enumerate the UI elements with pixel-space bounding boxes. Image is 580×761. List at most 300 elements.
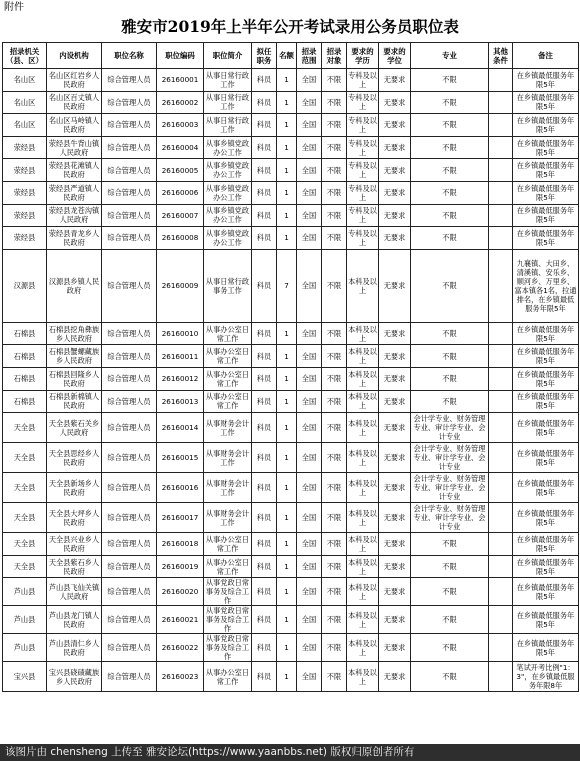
cell-department: 荥经县牛背山镇人民政府 [47, 136, 102, 159]
cell-quota: 1 [277, 443, 297, 473]
cell-major: 不限 [411, 634, 489, 662]
cell-target: 不限 [322, 578, 347, 606]
cell-department: 天全县紫石乡人民政府 [47, 555, 102, 578]
cell-scope: 全国 [297, 443, 322, 473]
cell-target: 不限 [322, 606, 347, 634]
cell-other [489, 227, 513, 250]
cell-position: 综合管理人员 [102, 533, 157, 556]
cell-degree: 无要求 [379, 555, 411, 578]
table-row [3, 503, 579, 533]
cell-remark: 在乡镇最低服务年限5年 [513, 322, 579, 345]
cell-department: 芦山县龙门镇人民政府 [47, 606, 102, 634]
cell-other [489, 503, 513, 533]
cell-remark: 在乡镇最低服务年限5年 [513, 606, 579, 634]
cell-education: 本科及以上 [347, 390, 379, 413]
column-header: 招录机关（县、区） [3, 43, 47, 69]
cell-code: 26160004 [157, 136, 204, 159]
cell-description: 从事乡镇党政办公工作 [204, 227, 252, 250]
cell-other [489, 443, 513, 473]
cell-agency: 石棉县 [3, 345, 47, 368]
cell-scope: 全国 [297, 413, 322, 443]
column-header: 备注 [513, 43, 579, 69]
cell-scope: 全国 [297, 249, 322, 322]
cell-quota: 1 [277, 91, 297, 114]
cell-major: 会计学专业、财务管理专业、审计学专业、会计专业 [411, 443, 489, 473]
cell-department: 石棉县蟹螺藏族乡人民政府 [47, 345, 102, 368]
cell-code: 26160014 [157, 413, 204, 443]
cell-description: 从事乡镇党政办公工作 [204, 159, 252, 182]
cell-degree: 无要求 [379, 367, 411, 390]
cell-major: 不限 [411, 533, 489, 556]
cell-agency: 芦山县 [3, 578, 47, 606]
cell-target: 不限 [322, 227, 347, 250]
cell-description: 从事乡镇党政办公工作 [204, 181, 252, 204]
cell-position: 综合管理人员 [102, 136, 157, 159]
cell-education: 本科及以上 [347, 606, 379, 634]
cell-education: 专科及以上 [347, 159, 379, 182]
cell-code: 26160019 [157, 555, 204, 578]
cell-code: 26160015 [157, 443, 204, 473]
cell-degree: 无要求 [379, 136, 411, 159]
cell-degree: 无要求 [379, 322, 411, 345]
cell-other [489, 322, 513, 345]
cell-description: 从事办公室日常工作 [204, 390, 252, 413]
cell-rank: 科员 [252, 227, 277, 250]
cell-rank: 科员 [252, 181, 277, 204]
column-header: 专业 [411, 43, 489, 69]
table-row [3, 533, 579, 556]
cell-remark: 在乡镇最低服务年限5年 [513, 390, 579, 413]
cell-education: 本科及以上 [347, 503, 379, 533]
table-row [3, 390, 579, 413]
cell-position: 综合管理人员 [102, 181, 157, 204]
cell-code: 26160010 [157, 322, 204, 345]
cell-remark: 在乡镇最低服务年限5年 [513, 227, 579, 250]
cell-rank: 科员 [252, 413, 277, 443]
cell-description: 从事日常行政工作 [204, 91, 252, 114]
cell-position: 综合管理人员 [102, 503, 157, 533]
cell-description: 从事财务会计工作 [204, 413, 252, 443]
cell-rank: 科员 [252, 390, 277, 413]
cell-rank: 科员 [252, 322, 277, 345]
cell-description: 从事乡镇党政办公工作 [204, 204, 252, 227]
cell-education: 本科及以上 [347, 322, 379, 345]
cell-description: 从事日常行政工作 [204, 69, 252, 92]
cell-scope: 全国 [297, 606, 322, 634]
cell-target: 不限 [322, 159, 347, 182]
cell-target: 不限 [322, 114, 347, 137]
cell-rank: 科员 [252, 634, 277, 662]
cell-remark: 在乡镇最低服务年限5年 [513, 503, 579, 533]
cell-position: 综合管理人员 [102, 390, 157, 413]
cell-code: 26160011 [157, 345, 204, 368]
cell-code: 26160002 [157, 91, 204, 114]
cell-remark: 在乡镇最低服务年限5年 [513, 159, 579, 182]
cell-code: 26160005 [157, 159, 204, 182]
cell-position: 综合管理人员 [102, 159, 157, 182]
cell-department: 荥经县严道镇人民政府 [47, 181, 102, 204]
watermark-footer: 该图片由 chensheng 上传至 雅安论坛(https://www.yaanbbs.net) 版权归原创者所有 [0, 744, 580, 761]
cell-position: 综合管理人员 [102, 634, 157, 662]
cell-agency: 石棉县 [3, 367, 47, 390]
cell-remark: 在乡镇最低服务年限5年 [513, 634, 579, 662]
table-row [3, 227, 579, 250]
cell-position: 综合管理人员 [102, 114, 157, 137]
cell-other [489, 662, 513, 692]
cell-description: 从事日常行政事务工作 [204, 249, 252, 322]
cell-department: 汉源县乡镇人民政府 [47, 249, 102, 322]
cell-degree: 无要求 [379, 159, 411, 182]
cell-agency: 天全县 [3, 473, 47, 503]
cell-education: 本科及以上 [347, 662, 379, 692]
cell-education: 专科及以上 [347, 91, 379, 114]
cell-target: 不限 [322, 662, 347, 692]
cell-quota: 1 [277, 578, 297, 606]
cell-department: 天全县思经乡人民政府 [47, 443, 102, 473]
cell-position: 综合管理人员 [102, 473, 157, 503]
cell-department: 芦山县飞仙关镇人民政府 [47, 578, 102, 606]
column-header: 招录对象 [322, 43, 347, 69]
cell-education: 本科及以上 [347, 533, 379, 556]
cell-quota: 1 [277, 473, 297, 503]
cell-code: 26160007 [157, 204, 204, 227]
cell-remark: 在乡镇最低服务年限5年 [513, 578, 579, 606]
cell-scope: 全国 [297, 578, 322, 606]
cell-department: 荥经县龙苍沟镇人民政府 [47, 204, 102, 227]
table-row [3, 69, 579, 92]
cell-description: 从事办公室日常工作 [204, 555, 252, 578]
cell-major: 会计学专业、财务管理专业、审计学专业、会计专业 [411, 413, 489, 443]
cell-major: 不限 [411, 181, 489, 204]
table-row [3, 606, 579, 634]
column-header: 职位名称 [102, 43, 157, 69]
table-row [3, 634, 579, 662]
cell-major: 不限 [411, 249, 489, 322]
cell-code: 26160013 [157, 390, 204, 413]
cell-department: 名山区马岭镇人民政府 [47, 114, 102, 137]
cell-description: 从事办公室日常工作 [204, 345, 252, 368]
cell-other [489, 345, 513, 368]
cell-major: 不限 [411, 555, 489, 578]
cell-major: 不限 [411, 136, 489, 159]
cell-other [489, 204, 513, 227]
table-row [3, 204, 579, 227]
cell-code: 26160008 [157, 227, 204, 250]
cell-education: 本科及以上 [347, 555, 379, 578]
cell-degree: 无要求 [379, 390, 411, 413]
cell-scope: 全国 [297, 367, 322, 390]
page-title: 雅安市2019年上半年公开考试录用公务员职位表 [121, 17, 459, 36]
cell-quota: 1 [277, 634, 297, 662]
cell-remark: 在乡镇最低服务年限5年 [513, 345, 579, 368]
cell-rank: 科员 [252, 606, 277, 634]
cell-department: 天全县紫石关乡人民政府 [47, 413, 102, 443]
cell-department: 天全县兴业乡人民政府 [47, 533, 102, 556]
cell-agency: 荥经县 [3, 136, 47, 159]
cell-description: 从事办公室日常工作 [204, 367, 252, 390]
cell-education: 专科及以上 [347, 181, 379, 204]
cell-quota: 1 [277, 181, 297, 204]
cell-department: 宝兴县硗碛藏族乡人民政府 [47, 662, 102, 692]
column-header: 内设机构 [47, 43, 102, 69]
cell-other [489, 413, 513, 443]
cell-agency: 荥经县 [3, 227, 47, 250]
cell-rank: 科员 [252, 159, 277, 182]
cell-other [489, 555, 513, 578]
cell-rank: 科员 [252, 533, 277, 556]
cell-major: 不限 [411, 91, 489, 114]
table-row [3, 159, 579, 182]
cell-department: 荥经县花滩镇人民政府 [47, 159, 102, 182]
table-row [3, 413, 579, 443]
column-header: 拟任职务 [252, 43, 277, 69]
cell-degree: 无要求 [379, 606, 411, 634]
cell-rank: 科员 [252, 114, 277, 137]
cell-degree: 无要求 [379, 533, 411, 556]
cell-other [489, 367, 513, 390]
cell-other [489, 390, 513, 413]
table-row [3, 91, 579, 114]
cell-code: 26160006 [157, 181, 204, 204]
cell-department: 名山区百丈镇人民政府 [47, 91, 102, 114]
cell-scope: 全国 [297, 91, 322, 114]
cell-degree: 无要求 [379, 443, 411, 473]
cell-description: 从事办公室日常工作 [204, 322, 252, 345]
cell-agency: 汉源县 [3, 249, 47, 322]
cell-quota: 1 [277, 345, 297, 368]
cell-target: 不限 [322, 473, 347, 503]
cell-major: 不限 [411, 345, 489, 368]
cell-quota: 7 [277, 249, 297, 322]
cell-target: 不限 [322, 136, 347, 159]
cell-target: 不限 [322, 69, 347, 92]
cell-position: 综合管理人员 [102, 249, 157, 322]
table-row [3, 322, 579, 345]
cell-agency: 天全县 [3, 413, 47, 443]
cell-target: 不限 [322, 91, 347, 114]
cell-department: 天全县大坪乡人民政府 [47, 503, 102, 533]
cell-rank: 科员 [252, 473, 277, 503]
cell-department: 名山区红岩乡人民政府 [47, 69, 102, 92]
column-header: 名额 [277, 43, 297, 69]
cell-remark: 在乡镇最低服务年限5年 [513, 204, 579, 227]
cell-degree: 无要求 [379, 181, 411, 204]
cell-education: 专科及以上 [347, 69, 379, 92]
cell-target: 不限 [322, 555, 347, 578]
cell-scope: 全国 [297, 69, 322, 92]
cell-code: 26160012 [157, 367, 204, 390]
cell-quota: 1 [277, 136, 297, 159]
cell-scope: 全国 [297, 533, 322, 556]
cell-other [489, 606, 513, 634]
cell-quota: 1 [277, 69, 297, 92]
cell-quota: 1 [277, 390, 297, 413]
cell-quota: 1 [277, 227, 297, 250]
cell-agency: 名山区 [3, 114, 47, 137]
cell-degree: 无要求 [379, 69, 411, 92]
cell-other [489, 136, 513, 159]
cell-major: 会计学专业、财务管理专业、审计学专业、会计专业 [411, 503, 489, 533]
cell-code: 26160003 [157, 114, 204, 137]
cell-code: 26160017 [157, 503, 204, 533]
cell-description: 从事日常行政工作 [204, 114, 252, 137]
cell-scope: 全国 [297, 503, 322, 533]
cell-scope: 全国 [297, 662, 322, 692]
cell-education: 本科及以上 [347, 249, 379, 322]
cell-quota: 1 [277, 555, 297, 578]
positions-table [2, 42, 579, 692]
cell-education: 本科及以上 [347, 634, 379, 662]
cell-degree: 无要求 [379, 662, 411, 692]
cell-education: 专科及以上 [347, 114, 379, 137]
cell-degree: 无要求 [379, 578, 411, 606]
cell-education: 专科及以上 [347, 227, 379, 250]
cell-agency: 天全县 [3, 443, 47, 473]
cell-degree: 无要求 [379, 345, 411, 368]
cell-scope: 全国 [297, 159, 322, 182]
cell-target: 不限 [322, 322, 347, 345]
cell-scope: 全国 [297, 136, 322, 159]
cell-rank: 科员 [252, 578, 277, 606]
cell-education: 本科及以上 [347, 345, 379, 368]
cell-degree: 无要求 [379, 114, 411, 137]
cell-remark: 在乡镇最低服务年限5年 [513, 136, 579, 159]
cell-remark: 在乡镇最低服务年限5年 [513, 413, 579, 443]
cell-remark: 在乡镇最低服务年限5年 [513, 69, 579, 92]
cell-scope: 全国 [297, 555, 322, 578]
cell-agency: 石棉县 [3, 322, 47, 345]
cell-code: 26160021 [157, 606, 204, 634]
table-row [3, 345, 579, 368]
cell-agency: 芦山县 [3, 606, 47, 634]
cell-major: 不限 [411, 69, 489, 92]
cell-major: 不限 [411, 578, 489, 606]
cell-major: 不限 [411, 204, 489, 227]
cell-quota: 1 [277, 367, 297, 390]
cell-department: 石棉县回隆乡人民政府 [47, 367, 102, 390]
column-header: 其他条件 [489, 43, 513, 69]
cell-code: 26160009 [157, 249, 204, 322]
cell-rank: 科员 [252, 443, 277, 473]
cell-code: 26160018 [157, 533, 204, 556]
table-row [3, 114, 579, 137]
cell-major: 不限 [411, 322, 489, 345]
cell-position: 综合管理人员 [102, 345, 157, 368]
cell-quota: 1 [277, 533, 297, 556]
cell-description: 从事财务会计工作 [204, 473, 252, 503]
cell-position: 综合管理人员 [102, 91, 157, 114]
cell-education: 本科及以上 [347, 443, 379, 473]
cell-major: 不限 [411, 227, 489, 250]
cell-quota: 1 [277, 204, 297, 227]
cell-agency: 石棉县 [3, 390, 47, 413]
cell-scope: 全国 [297, 634, 322, 662]
cell-rank: 科员 [252, 345, 277, 368]
cell-quota: 1 [277, 322, 297, 345]
table-header-row [3, 43, 579, 69]
cell-code: 26160016 [157, 473, 204, 503]
cell-degree: 无要求 [379, 91, 411, 114]
cell-code: 26160023 [157, 662, 204, 692]
table-row [3, 367, 579, 390]
cell-scope: 全国 [297, 390, 322, 413]
cell-major: 不限 [411, 390, 489, 413]
column-header: 职位编码 [157, 43, 204, 69]
cell-target: 不限 [322, 390, 347, 413]
cell-quota: 1 [277, 662, 297, 692]
cell-position: 综合管理人员 [102, 578, 157, 606]
table-row [3, 473, 579, 503]
cell-other [489, 181, 513, 204]
cell-description: 从事财务会计工作 [204, 503, 252, 533]
cell-scope: 全国 [297, 473, 322, 503]
cell-scope: 全国 [297, 181, 322, 204]
cell-agency: 名山区 [3, 69, 47, 92]
cell-position: 综合管理人员 [102, 413, 157, 443]
cell-other [489, 578, 513, 606]
cell-agency: 天全县 [3, 503, 47, 533]
cell-rank: 科员 [252, 91, 277, 114]
cell-remark: 在乡镇最低服务年限5年 [513, 114, 579, 137]
cell-description: 从事财务会计工作 [204, 443, 252, 473]
cell-department: 石棉县新棉镇人民政府 [47, 390, 102, 413]
cell-remark: 在乡镇最低服务年限5年 [513, 91, 579, 114]
cell-degree: 无要求 [379, 473, 411, 503]
cell-degree: 无要求 [379, 249, 411, 322]
cell-scope: 全国 [297, 204, 322, 227]
cell-scope: 全国 [297, 322, 322, 345]
cell-position: 综合管理人员 [102, 606, 157, 634]
cell-major: 不限 [411, 114, 489, 137]
cell-education: 本科及以上 [347, 578, 379, 606]
cell-agency: 宝兴县 [3, 662, 47, 692]
cell-position: 综合管理人员 [102, 322, 157, 345]
cell-education: 本科及以上 [347, 473, 379, 503]
cell-code: 26160022 [157, 634, 204, 662]
cell-position: 综合管理人员 [102, 227, 157, 250]
cell-rank: 科员 [252, 204, 277, 227]
cell-agency: 芦山县 [3, 634, 47, 662]
column-header: 招录范围 [297, 43, 322, 69]
cell-department: 荥经县青龙乡人民政府 [47, 227, 102, 250]
cell-quota: 1 [277, 606, 297, 634]
cell-education: 本科及以上 [347, 367, 379, 390]
cell-remark: 在乡镇最低服务年限5年 [513, 533, 579, 556]
cell-major: 不限 [411, 159, 489, 182]
cell-other [489, 114, 513, 137]
table-row [3, 662, 579, 692]
cell-remark: 在乡镇最低服务年限5年 [513, 443, 579, 473]
cell-remark: 在乡镇最低服务年限5年 [513, 473, 579, 503]
cell-other [489, 634, 513, 662]
table-row [3, 555, 579, 578]
cell-position: 综合管理人员 [102, 367, 157, 390]
cell-quota: 1 [277, 503, 297, 533]
cell-description: 从事办公室日常工作 [204, 533, 252, 556]
cell-position: 综合管理人员 [102, 443, 157, 473]
cell-target: 不限 [322, 503, 347, 533]
cell-degree: 无要求 [379, 227, 411, 250]
cell-quota: 1 [277, 413, 297, 443]
cell-other [489, 159, 513, 182]
cell-department: 芦山县清仁乡人民政府 [47, 634, 102, 662]
cell-target: 不限 [322, 413, 347, 443]
cell-agency: 天全县 [3, 533, 47, 556]
cell-degree: 无要求 [379, 204, 411, 227]
table-row [3, 181, 579, 204]
cell-other [489, 91, 513, 114]
cell-rank: 科员 [252, 249, 277, 322]
